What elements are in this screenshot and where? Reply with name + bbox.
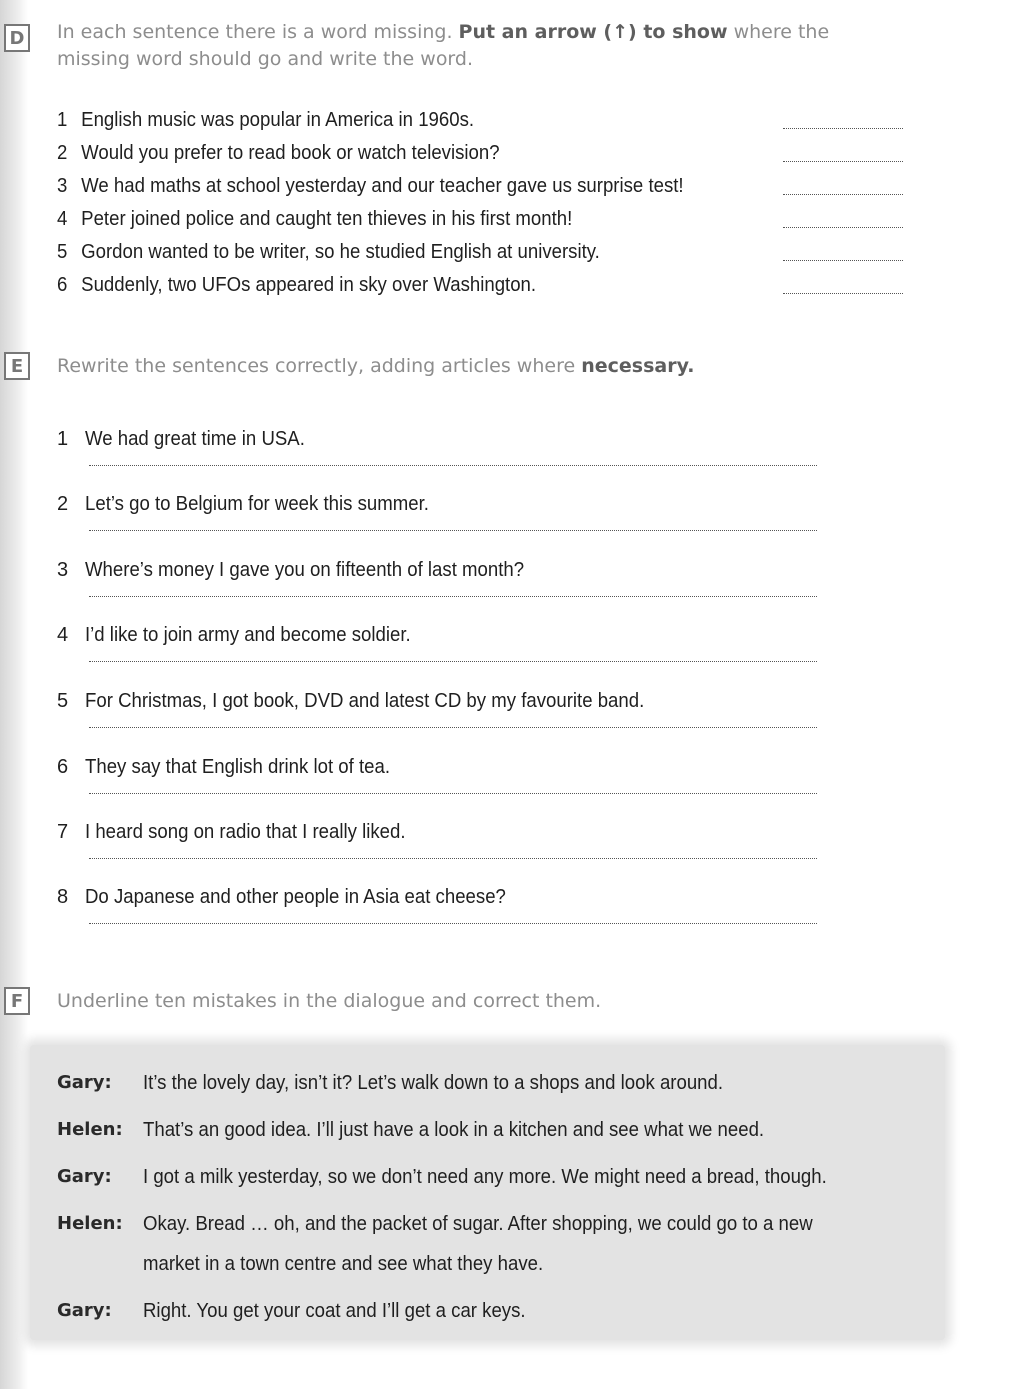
speech-text: I got a milk yesterday, so we don’t need any more. We might need a bread, though. bbox=[143, 1166, 827, 1188]
section-e-instruction bbox=[57, 353, 897, 380]
answer-blank-3[interactable] bbox=[783, 194, 903, 195]
item-number: 3 bbox=[57, 175, 68, 197]
item-text: We had great time in USA. bbox=[85, 428, 305, 450]
speaker-name: Helen: bbox=[57, 1119, 123, 1140]
item-text: Do Japanese and other people in Asia eat cheese? bbox=[85, 886, 506, 908]
page-edge-shadow bbox=[0, 0, 28, 1389]
section-e-label: E bbox=[4, 352, 30, 380]
speech-continuation: market in a town centre and see what they have. bbox=[143, 1253, 544, 1275]
speaker-name: Helen: bbox=[57, 1213, 123, 1234]
item-number: 8 bbox=[57, 886, 69, 908]
item-text: I’d like to join army and become soldier. bbox=[85, 624, 411, 646]
item-text: We had maths at school yesterday and our teacher gave us surprise test! bbox=[81, 175, 684, 197]
item-number: 6 bbox=[57, 274, 68, 296]
e-item-1 bbox=[57, 424, 817, 484]
answer-blank-4[interactable] bbox=[783, 227, 903, 228]
e-item-6 bbox=[57, 752, 817, 812]
item-text: For Christmas, I got book, DVD and latest CD by my favourite band. bbox=[85, 690, 645, 712]
section-d-instruction bbox=[57, 19, 897, 73]
e-item-3 bbox=[57, 555, 817, 615]
answer-line[interactable] bbox=[89, 858, 817, 859]
answer-line[interactable] bbox=[89, 661, 817, 662]
speaker-name: Gary: bbox=[57, 1300, 112, 1321]
answer-blank-6[interactable] bbox=[783, 293, 903, 294]
instruction-emphasis: necessary. bbox=[581, 355, 695, 377]
instruction-text: where the missing word should go and write the word. bbox=[57, 21, 830, 70]
d-item-6 bbox=[57, 270, 857, 300]
d-item-1 bbox=[57, 105, 857, 135]
item-number: 2 bbox=[57, 142, 68, 164]
item-text: I heard song on radio that I really liked. bbox=[85, 821, 406, 843]
section-f-instruction: Underline ten mistakes in the dialogue and correct them. bbox=[57, 990, 602, 1012]
d-item-2 bbox=[57, 138, 857, 168]
item-text: English music was popular in America in 1960s. bbox=[81, 109, 475, 131]
speech-text: Okay. Bread … oh, and the packet of sugar. After shopping, we could go to a new bbox=[143, 1213, 813, 1235]
e-item-2 bbox=[57, 489, 817, 549]
e-item-7 bbox=[57, 817, 817, 877]
item-text: They say that English drink lot of tea. bbox=[85, 756, 390, 778]
item-number: 2 bbox=[57, 493, 69, 515]
d-item-4 bbox=[57, 204, 857, 234]
item-text: Where’s money I gave you on fifteenth of last month? bbox=[85, 559, 525, 581]
answer-blank-1[interactable] bbox=[783, 128, 903, 129]
speaker-name: Gary: bbox=[57, 1166, 112, 1187]
item-number: 4 bbox=[57, 624, 69, 646]
item-number: 6 bbox=[57, 756, 69, 778]
item-number: 4 bbox=[57, 208, 68, 230]
item-number: 5 bbox=[57, 241, 68, 263]
instruction-emphasis: Put an arrow (↑) to show bbox=[458, 21, 728, 43]
instruction-text: Rewrite the sentences correctly, adding articles where bbox=[57, 355, 582, 377]
answer-blank-2[interactable] bbox=[783, 161, 903, 162]
e-item-5 bbox=[57, 686, 817, 746]
e-item-4 bbox=[57, 620, 817, 680]
answer-line[interactable] bbox=[89, 530, 817, 531]
answer-line[interactable] bbox=[89, 727, 817, 728]
item-text: Gordon wanted to be writer, so he studied English at university. bbox=[81, 241, 600, 263]
answer-line[interactable] bbox=[89, 923, 817, 924]
speech-text: Right. You get your coat and I’ll get a car keys. bbox=[143, 1300, 526, 1322]
d-item-5 bbox=[57, 237, 857, 267]
section-d-label: D bbox=[4, 24, 30, 52]
section-f-label: F bbox=[4, 987, 30, 1015]
answer-line[interactable] bbox=[89, 596, 817, 597]
answer-line[interactable] bbox=[89, 793, 817, 794]
d-item-3 bbox=[57, 171, 857, 201]
item-text: Suddenly, two UFOs appeared in sky over Washington. bbox=[81, 274, 537, 296]
speaker-name: Gary: bbox=[57, 1072, 112, 1093]
item-number: 5 bbox=[57, 690, 69, 712]
speech-text: That’s an good idea. I’ll just have a look in a kitchen and see what we need. bbox=[143, 1119, 765, 1141]
item-text: Would you prefer to read book or watch television? bbox=[81, 142, 500, 164]
item-number: 1 bbox=[57, 109, 68, 131]
answer-line[interactable] bbox=[89, 465, 817, 466]
instruction-text: In each sentence there is a word missing. bbox=[57, 21, 459, 43]
item-text: Peter joined police and caught ten thieves in his first month! bbox=[81, 208, 573, 230]
answer-blank-5[interactable] bbox=[783, 260, 903, 261]
item-text: Let’s go to Belgium for week this summer. bbox=[85, 493, 429, 515]
e-item-8 bbox=[57, 882, 817, 942]
item-number: 7 bbox=[57, 821, 69, 843]
item-number: 3 bbox=[57, 559, 69, 581]
item-number: 1 bbox=[57, 428, 69, 450]
speech-text: It’s the lovely day, isn’t it? Let’s walk down to a shops and look around. bbox=[143, 1072, 724, 1094]
